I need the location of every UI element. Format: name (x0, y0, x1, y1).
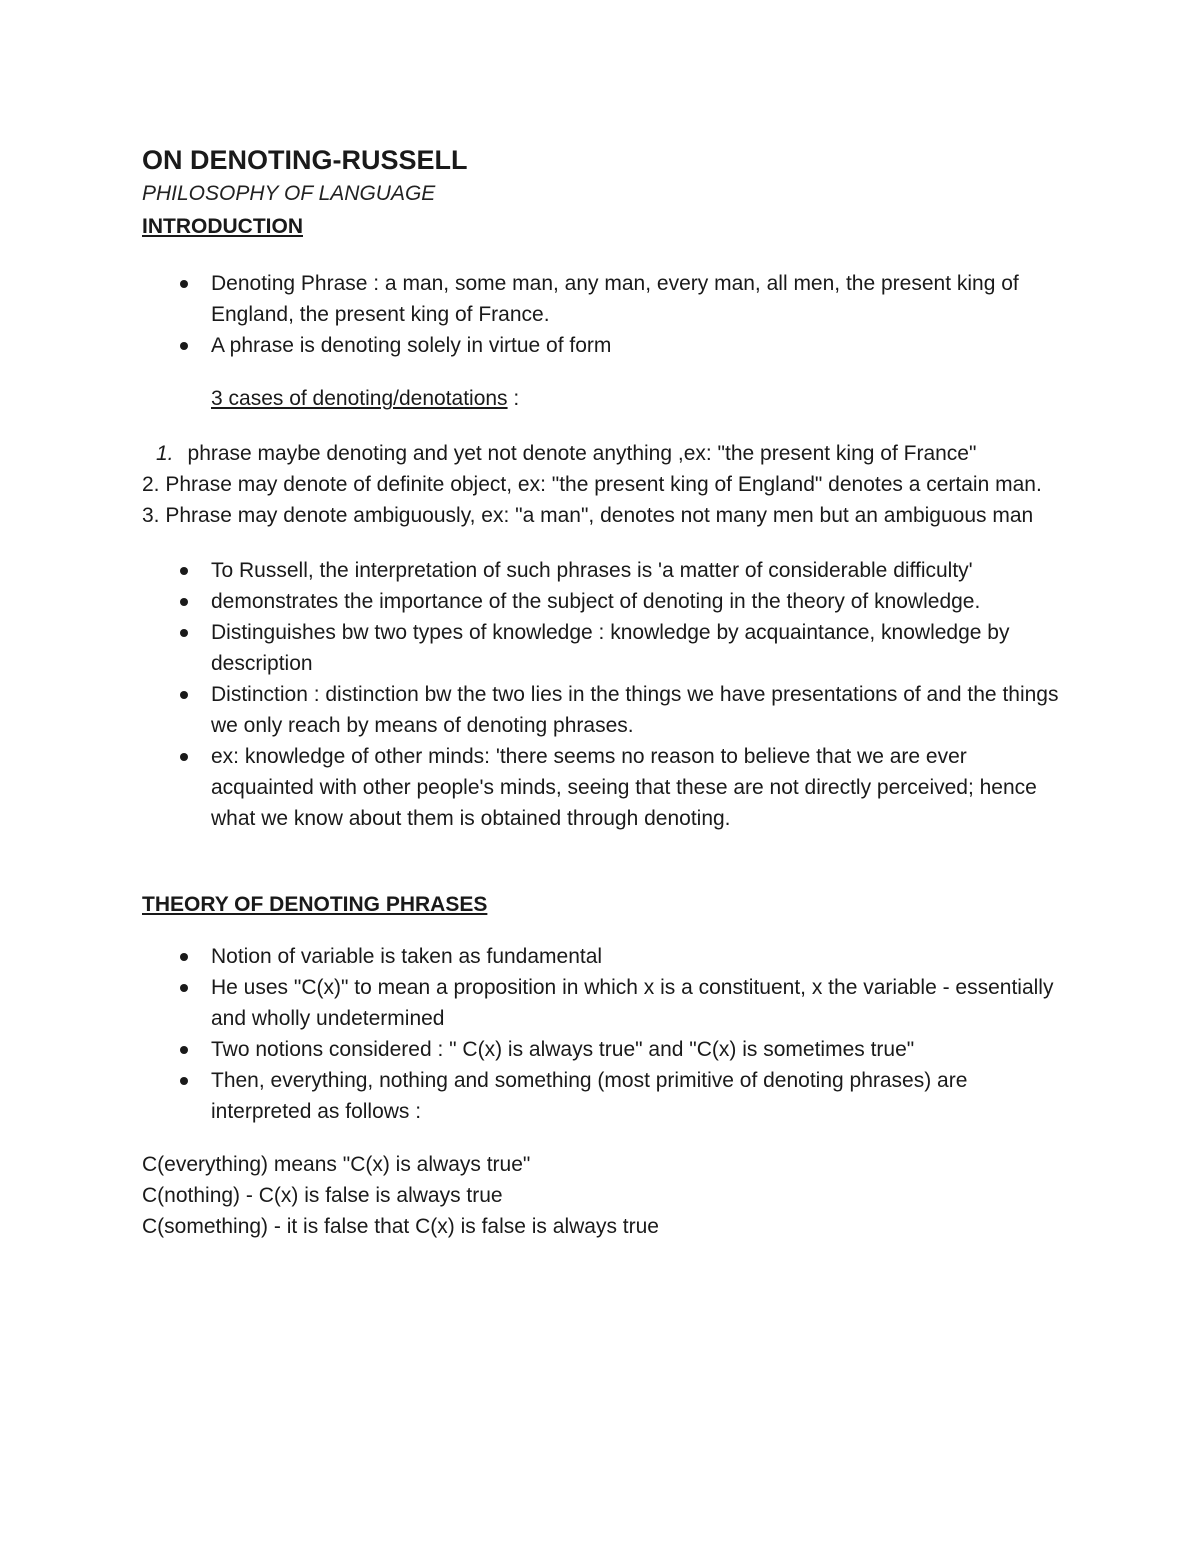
list-item (142, 1065, 1067, 1127)
definition-something: C(something) - it is false that C(x) is false is always true (142, 1215, 659, 1238)
intro-bullet-list (142, 268, 1067, 361)
document-subtitle: PHILOSOPHY OF LANGUAGE (142, 182, 436, 205)
bullet-icon (180, 598, 188, 606)
cases-heading (142, 383, 1067, 414)
case-2: 2. Phrase may denote of definite object, ex: "the present king of England" denotes a certain man. (142, 473, 1042, 496)
list-item-text: Then, everything, nothing and something (most primitive of denoting phrases) are interpreted as follows : (211, 1069, 968, 1123)
list-item (142, 268, 1067, 330)
list-item-text: demonstrates the importance of the subject of denoting in the theory of knowledge. (211, 590, 981, 613)
bullet-icon (180, 342, 188, 350)
case-1-number: 1. (156, 442, 174, 465)
bullet-icon (180, 629, 188, 637)
case-1-text: phrase maybe denoting and yet not denote anything ,ex: "the present king of France" (187, 442, 977, 465)
list-item (142, 941, 1067, 972)
list-item (142, 972, 1067, 1034)
theory-bullet-list (142, 941, 1067, 1127)
list-item (142, 1034, 1067, 1065)
list-item-text: Denoting Phrase : a man, some man, any man, every man, all men, the present king of England, the present king of France. (211, 272, 1019, 326)
list-item (142, 741, 1067, 834)
cases-heading-text: 3 cases of denoting/denotations (211, 387, 508, 410)
list-item-text: A phrase is denoting solely in virtue of form (211, 334, 612, 357)
list-item-text: Two notions considered : " C(x) is always true" and "C(x) is sometimes true" (211, 1038, 915, 1061)
case-3: 3. Phrase may denote ambiguously, ex: "a man", denotes not many men but an ambiguous man (142, 504, 1034, 527)
bullet-icon (180, 691, 188, 699)
bullet-icon (180, 1046, 188, 1054)
list-item (142, 586, 1067, 617)
bullet-icon (180, 280, 188, 288)
list-item-text: ex: knowledge of other minds: 'there seems no reason to believe that we are ever acquainted with other people's minds, seeing that these are not directly perceived; hence what we know about them is obtained through denoting. (211, 745, 1037, 830)
list-item-text: Notion of variable is taken as fundamental (211, 945, 603, 968)
theory-heading: THEORY OF DENOTING PHRASES (142, 893, 488, 916)
list-item (142, 679, 1067, 741)
list-item-text: Distinguishes bw two types of knowledge : knowledge by acquaintance, knowledge by description (211, 621, 1010, 675)
list-item-text: He uses "C(x)" to mean a proposition in which x is a constituent, x the variable - essentially and wholly undetermined (211, 976, 1054, 1030)
cases-heading-suffix: : (507, 387, 520, 410)
introduction-heading: INTRODUCTION (142, 215, 303, 238)
russell-bullet-list (142, 555, 1067, 834)
list-item (142, 555, 1067, 586)
definition-nothing: C(nothing) - C(x) is false is always true (142, 1184, 503, 1207)
bullet-icon (180, 984, 188, 992)
list-item (142, 617, 1067, 679)
bullet-icon (180, 953, 188, 961)
bullet-icon (180, 567, 188, 575)
document-body (142, 143, 1067, 1242)
definition-everything: C(everything) means "C(x) is always true" (142, 1153, 531, 1176)
list-item-text: Distinction : distinction bw the two lies in the things we have presentations of and the things we only reach by means of denoting phrases. (211, 683, 1059, 737)
bullet-icon (180, 1077, 188, 1085)
bullet-icon (180, 753, 188, 761)
case-1 (142, 438, 1067, 469)
list-item-text: To Russell, the interpretation of such phrases is 'a matter of considerable difficulty' (211, 559, 973, 582)
document-title: ON DENOTING-RUSSELL (142, 145, 468, 175)
list-item (142, 330, 1067, 361)
